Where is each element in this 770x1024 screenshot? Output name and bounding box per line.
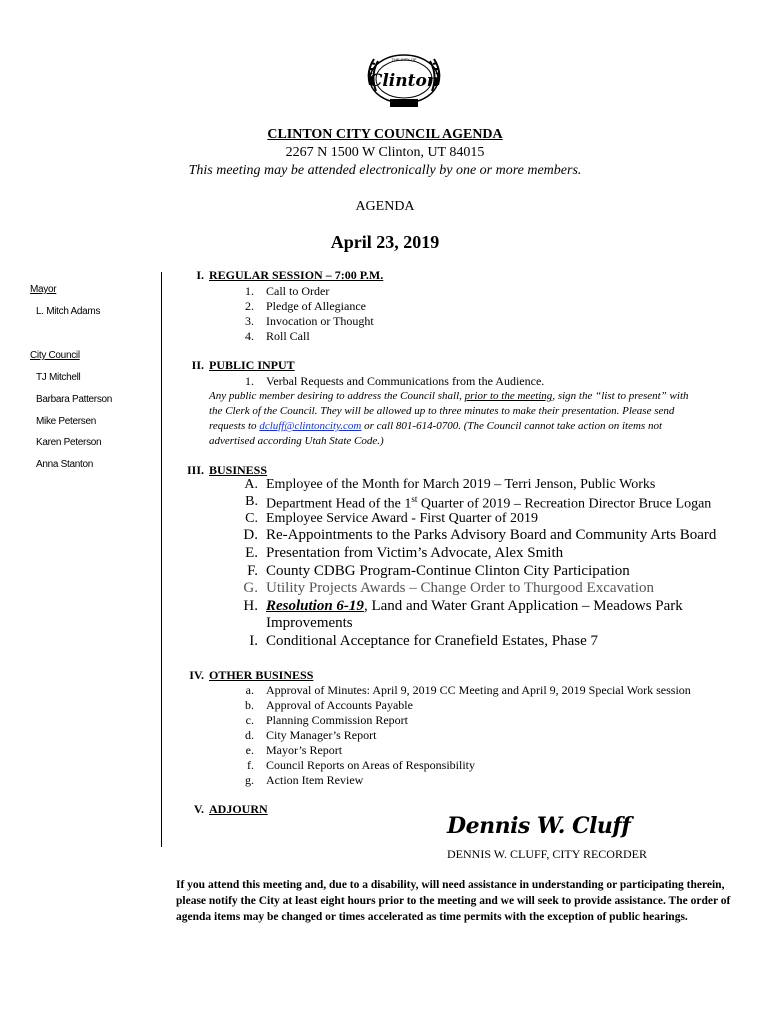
seal-name: Clinton (368, 71, 440, 91)
agenda-item: County CDBG Program-Continue Clinton City Participation (266, 563, 630, 579)
accessibility-notice: If you attend this meeting and, due to a disability, will need assistance in understanding or participating therein, please notify the City at least eight hours prior to the meeting and we will seek to provide assistance. The order of agenda items may be changed or times accelerated as time permits with the exception of public hearings. (176, 879, 731, 923)
item-letter: D. (243, 527, 258, 543)
section-number: II. (191, 358, 204, 372)
recorder-signature: Dennis W. Cluff (447, 813, 631, 839)
item-letter: e. (245, 743, 254, 757)
council-label: City Council (30, 350, 80, 361)
item-letter: B. (245, 494, 258, 509)
item-number: 1. (245, 284, 254, 298)
item-number: 3. (245, 314, 254, 328)
mayor-name: L. Mitch Adams (36, 306, 101, 317)
section-title-adjourn: ADJOURN (209, 802, 268, 816)
council-member: Mike Petersen (36, 416, 97, 427)
agenda-item: Mayor’s Report (266, 743, 343, 757)
agenda-item: Re-Appointments to the Parks Advisory Board and Community Arts Board (266, 527, 717, 543)
item-letter: E. (245, 545, 258, 561)
agenda-item: Department Head of the 1st Quarter of 2019 – Recreation Director Bruce Logan (266, 494, 712, 512)
page-title: CLINTON CITY COUNCIL AGENDA (267, 127, 503, 142)
council-member: Karen Peterson (36, 437, 102, 448)
section-title-business: BUSINESS (209, 463, 268, 477)
recorder-name: DENNIS W. CLUFF, CITY RECORDER (447, 847, 647, 861)
item-letter: f. (247, 758, 254, 772)
agenda-item: Action Item Review (266, 773, 364, 787)
council-member: TJ Mitchell (36, 372, 81, 383)
council-member: Anna Stanton (36, 459, 94, 470)
item-letter: a. (245, 683, 254, 697)
section-number: I. (196, 268, 204, 282)
city-seal-logo (360, 45, 448, 111)
agenda-item: Call to Order (266, 284, 330, 298)
agenda-item-continuation: Improvements (266, 615, 353, 631)
item-letter: C. (245, 511, 258, 526)
item-letter: G. (243, 580, 258, 596)
public-input-instructions: Any public member desiring to address the Council shall, prior to the meeting, sign the “list to present” with the Clerk of the Council. They will be allowed up to three minutes to make their presentation. Please send requests to dcluff@clintoncity.com or call 801-614-0700. (The Council cannot take action on items not advertised according Utah State Code.) (209, 390, 689, 447)
item-number: 1. (245, 374, 254, 388)
section-title-regular-session: REGULAR SESSION – 7:00 P.M. (209, 268, 384, 282)
agenda-item: Planning Commission Report (266, 713, 409, 727)
item-number: 4. (245, 329, 254, 343)
item-letter: A. (244, 477, 258, 492)
agenda-item: Invocation or Thought (266, 314, 374, 328)
item-letter: c. (245, 713, 254, 727)
agenda-item: Council Reports on Areas of Responsibility (266, 758, 475, 772)
item-letter: F. (247, 563, 258, 579)
mayor-label: Mayor (30, 284, 57, 295)
agenda-item: Approval of Accounts Payable (266, 698, 413, 712)
agenda-item: Conditional Acceptance for Cranefield Estates, Phase 7 (266, 633, 598, 649)
electronic-attendance-note: This meeting may be attended electronically by one or more members. (188, 163, 582, 178)
meeting-date: April 23, 2019 (330, 232, 440, 252)
council-member: Barbara Patterson (36, 394, 113, 405)
item-letter: H. (243, 598, 258, 614)
agenda-label: AGENDA (355, 199, 415, 214)
section-number: V. (193, 802, 204, 816)
agenda-item: Verbal Requests and Communications from the Audience. (266, 374, 545, 388)
section-number: IV. (189, 668, 204, 682)
section-title-public-input: PUBLIC INPUT (209, 358, 295, 372)
meeting-address: 2267 N 1500 W Clinton, UT 84015 (285, 145, 485, 160)
item-letter: I. (249, 633, 258, 649)
item-letter: b. (245, 698, 254, 712)
seal-top-text: THE CITY OF (391, 57, 417, 62)
agenda-item: Roll Call (266, 329, 310, 343)
item-letter: d. (245, 728, 254, 742)
agenda-item: Utility Projects Awards – Change Order to Thurgood Excavation (266, 580, 655, 596)
agenda-item: Resolution 6-19, Land and Water Grant Application – Meadows Park (266, 598, 683, 614)
agenda-item: Employee of the Month for March 2019 – Terri Jenson, Public Works (266, 477, 656, 492)
email-link[interactable]: dcluff@clintoncity.com (259, 420, 362, 432)
resolution-link: Resolution 6-19 (266, 598, 364, 614)
agenda-item: Employee Service Award - First Quarter of 2019 (266, 511, 539, 526)
agenda-item: City Manager’s Report (266, 728, 377, 742)
agenda-item: Approval of Minutes: April 9, 2019 CC Meeting and April 9, 2019 Special Work session (266, 683, 691, 697)
section-title-other-business: OTHER BUSINESS (209, 668, 314, 682)
agenda-item: Presentation from Victim’s Advocate, Alex Smith (266, 545, 564, 561)
item-letter: g. (245, 773, 254, 787)
sidebar-divider (161, 272, 162, 847)
agenda-item: Pledge of Allegiance (266, 299, 366, 313)
item-number: 2. (245, 299, 254, 313)
section-number: III. (186, 463, 204, 477)
